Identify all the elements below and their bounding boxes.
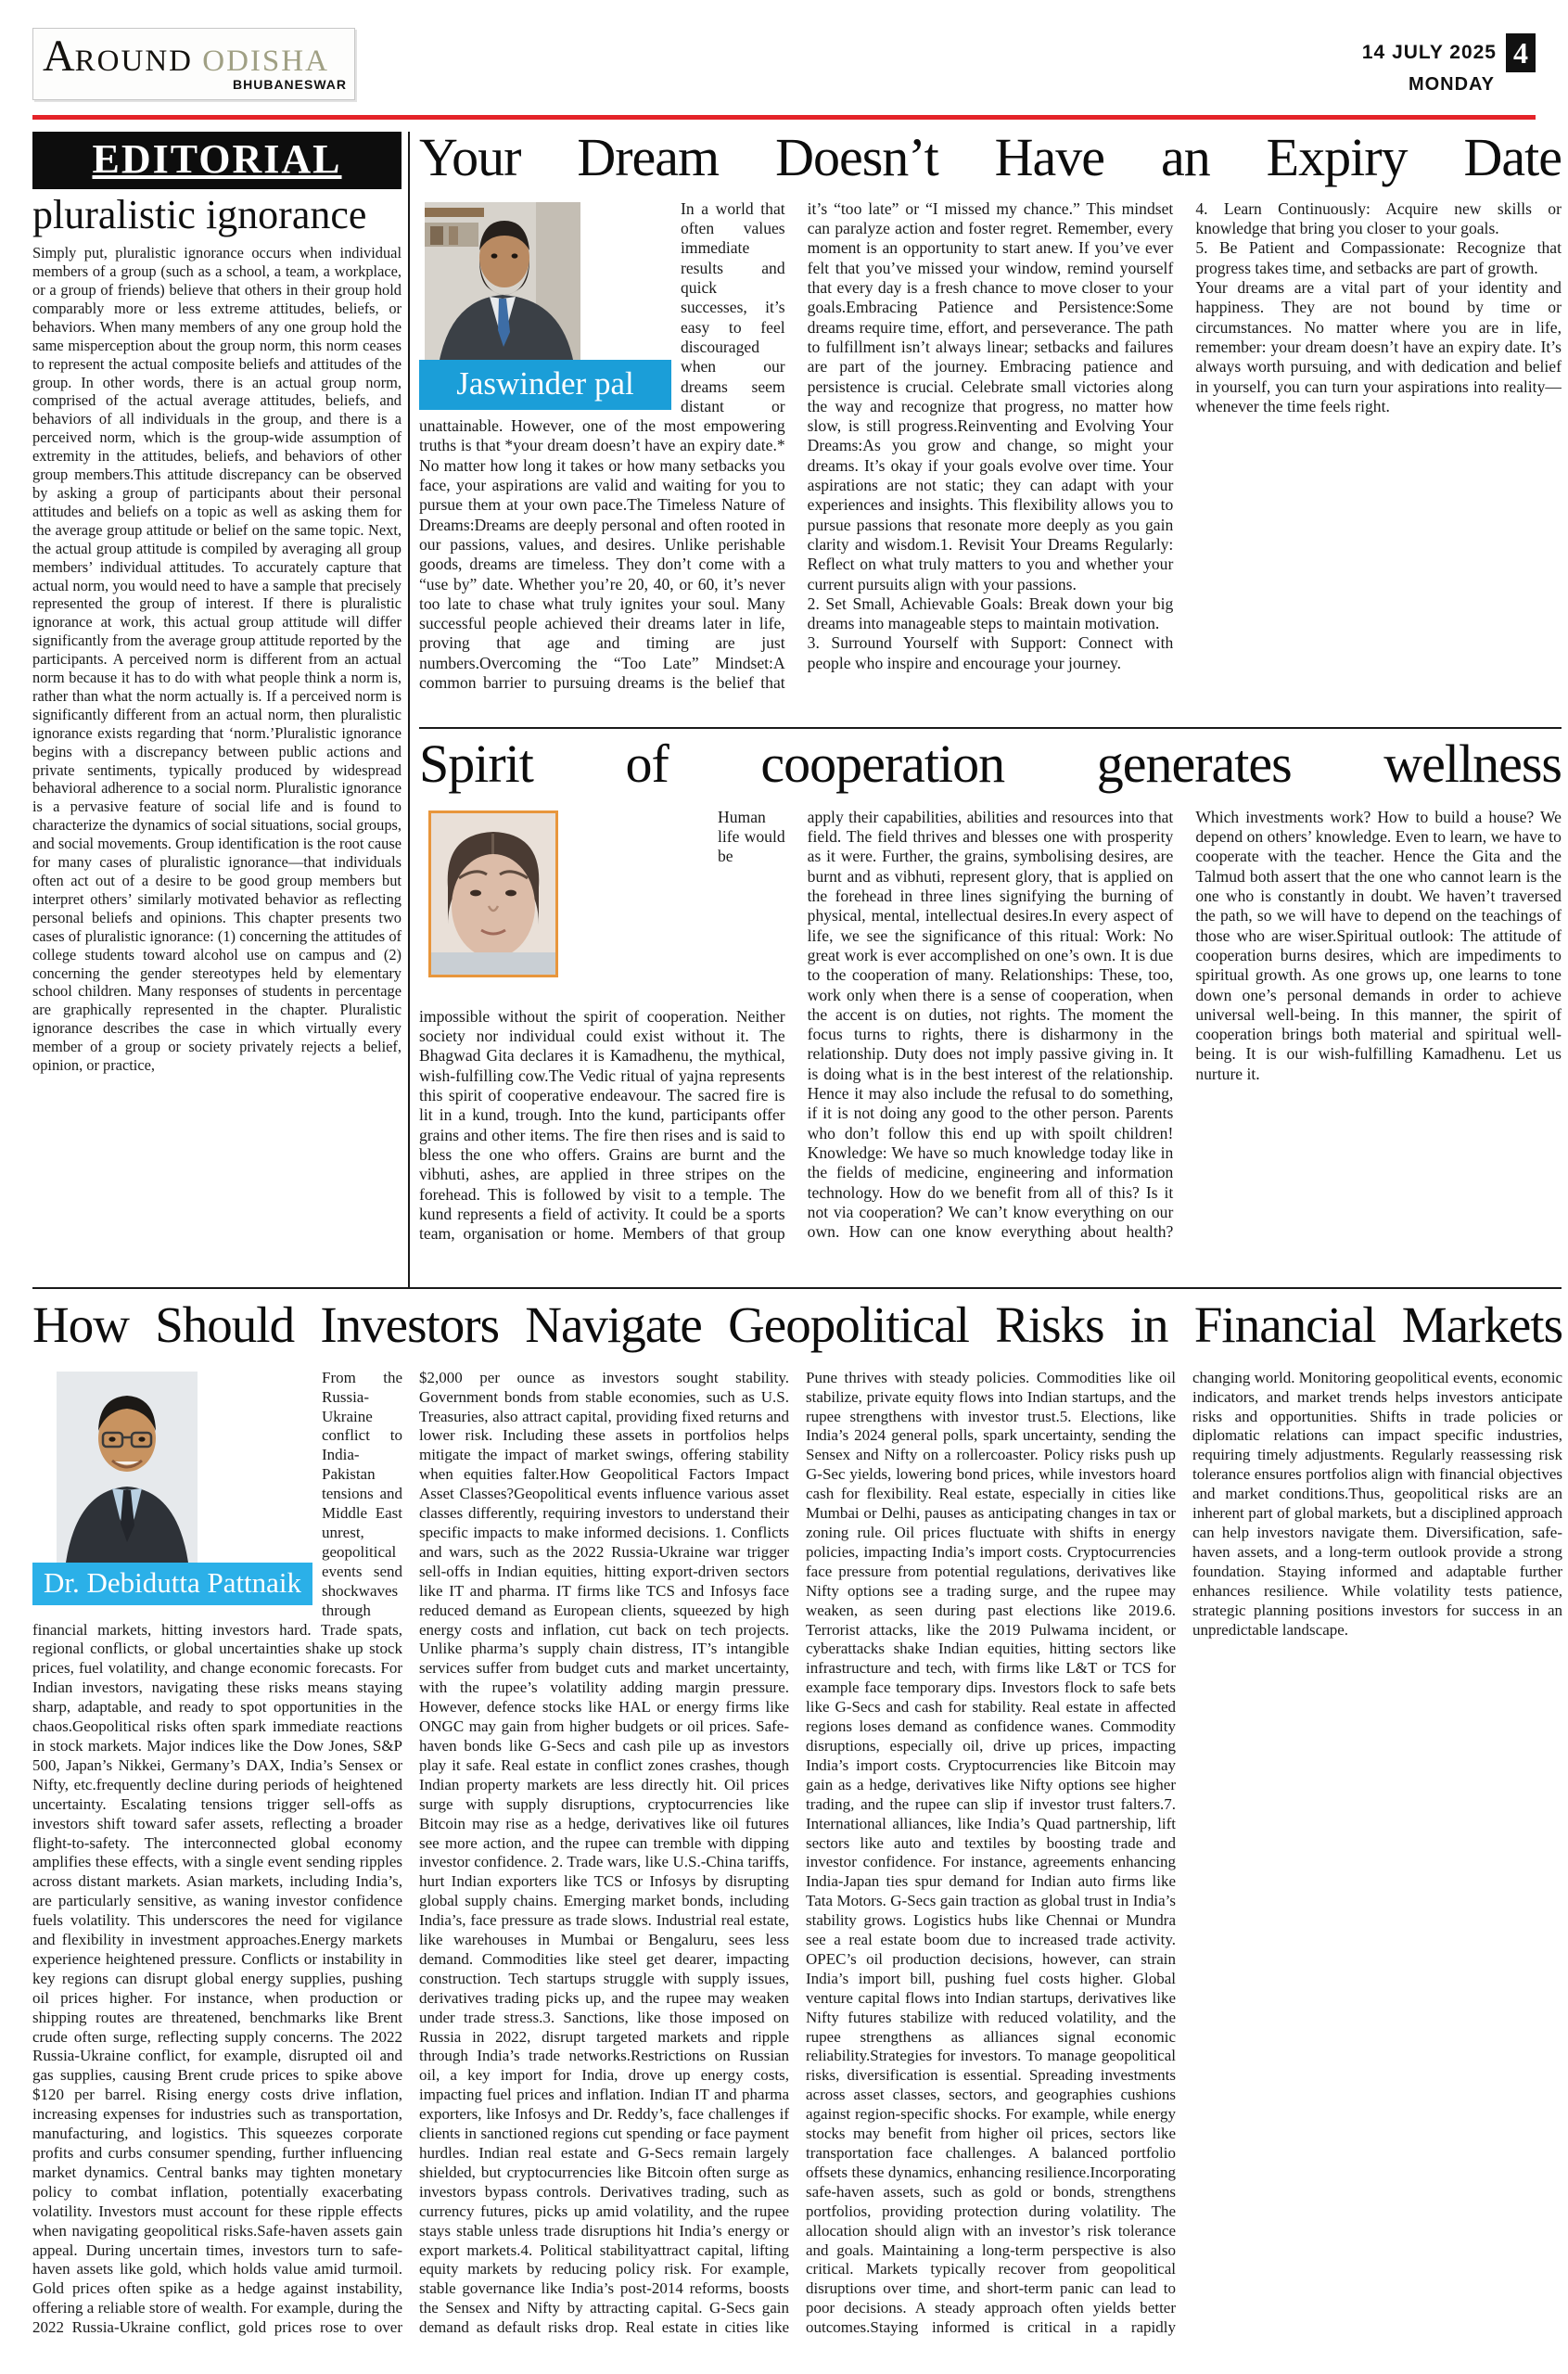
issue-date: 14 JULY 2025 [1361, 42, 1497, 63]
spirit-paragraph: Human life would be impossible without the spirit of cooperation. Neither society nor individual could exist without it. The Bhagwad Gita declares it is Kamadhenu, the mythical, wish-fulfilling cow.The Vedic ritual of yajna represents this spirit of cooperative endeavour. The sacred fire is lit in a kund, trough. Into the kund, participants offer grains and other items. The fire then rises and is said to bless the one who offers. Grains are burnt and the vibhuti, ashes, are applied in three stripes on the forehead. This is followed by visit to a temple. The kund represents a field of activity. It could be a sports team, organisation or home. Members of that group apply their capabilities, abilities and resources into that field. The field thrives and blesses one with prosperity as it were. Further, the grains, symbolising desires, are burnt and as vibhuti, represent glory, that is applied on the forehead in three lines signifying the burning of physical, mental, intellectual desires.In every aspect of life, we see the significance of this ritual: Work: No great work is ever accomplished on one’s own. It is due to the cooperation of many. Relationships: These, too, work only when there is a sense of cooperation, when the accent is on duties, not rights. The moment the focus turns to rights, there is disharmony in the relationship. Duty does not imply passive giving in. It is doing what is in the best interest of the relationship. Hence it may also include the refusal to do something, if it is not doing any good to the other person. Parents who don’t follow this end up with spoilt children! Knowledge: We have so much knowledge today like in the fields of medicine, engineering and information technology. How do we benefit from all of this? Is it not via cooperation? We can’t know everything on our own. How can one know everything about health? Which investments work? How to build a house? We depend on others’ knowledge. Even to learn, we have to cooperate with the teacher. Hence the Gita and the Talmud both assert that the one who cannot learn is the one who is constantly in doubt. We haven’t traversed the path, so we will have to depend on the teachings of those who are wiser.Spiritual outlook: The attitude of cooperation burns desires, which are impediments to spiritual growth. As one grows up, one learns to tone down one’s personal demands in order to achieve universal well-being. In this manner, the spirit of cooperation brings both material and spiritual well-being. It is our wish-fulfilling Kamadhenu. Let us nurture it. [419, 807, 1562, 1244]
newspaper-title [43, 34, 347, 79]
dream-author-block [419, 202, 671, 410]
investors-author-block [32, 1372, 312, 1605]
masthead-city: BHUBANESWAR [233, 77, 347, 92]
page-number: 4 [1506, 33, 1536, 72]
investors-body [32, 1369, 1562, 2357]
dream-body [419, 199, 1562, 698]
editorial-section [32, 132, 402, 1262]
column-divider [408, 132, 410, 1287]
spirit-author-line1: Arundhati [559, 928, 689, 962]
dream-paragraph: In a world that often values immediate results and quick successes, it’s easy to feel discouraged when our dreams seem distant or unattainable. However, one of the most empowering truths is that *your dream doesn’t have an expiry date.* No matter how long it takes or how many setbacks you face, your aspirations are valid and waiting for you to pursue them at your own pace.The Timeless Nature of Dreams:Dreams are deeply personal and often rooted in our passions, values, and desires. Unlike perishable goods, dreams are timeless. They don’t come with a “use by” date. Whether you’re 20, 40, or 60, it’s never too late to chase what truly ignites your soul. Many successful people achieved their dreams later in life, proving that age and timing are just numbers.Overcoming the “Too Late” Mindset:A common barrier to pursuing dreams is the belief that it’s “too late” or “I missed my chance.” This mindset can paralyze action and foster regret. Remember, every moment is an opportunity to start anew. If you’ve ever felt that you’ve missed your window, remind yourself that every day is a fresh chance to move closer to your goals.Embracing Patience and Persistence:Some dreams require time, effort, and perseverance. The path to fulfillment isn’t always linear; setbacks and failures are part of the journey. Embracing patience and persistence is crucial. Celebrate small victories along the way and recognize that progress, no matter how slow, is still progress.Reinventing and Evolving Your Dreams:As you grow and change, so might your dreams. It’s okay if your goals evolve over time. Your aspirations are not static; they can adapt with your experiences and insights. This flexibility allows you to pursue passions that resonate more deeply as you gain clarity and wisdom.1. Revisit Your Dreams Regularly: Reflect on what truly matters to you and whether your current pursuits align with your passions. [419, 198, 1174, 693]
dream-paragraph: 4. Learn Continuously: Acquire new skills or knowledge that bring you closer to your goals. [1195, 198, 1562, 238]
dream-paragraph: Your dreams are a vital part of your identity and happiness. They are not bound by time or circumstances. No matter where you are in life, remember: your dream doesn’t have an expiry date. It’s always worth pursuing, and with dedication and belief in yourself, you can turn your aspirations into reality—whenever the time feels right. [1195, 278, 1562, 415]
arundhati-devi-photo [428, 810, 558, 977]
investors-headline: How Should Investors Navigate Geopolitical Risks in Financial Markets [32, 1296, 1562, 1353]
dream-article [419, 127, 1562, 698]
editorial-body: Simply put, pluralistic ignorance occurs when individual members of a group (such as a school, a team, a workplace, or a group of friends) believe that others in their group hold comparably more or less extreme attitudes, beliefs, or behaviors. When many members of any one group hold the same misperception about the group norm, this norm ceases to represent the actual composite beliefs and attitudes of the group. In other words, there is an actual group norm, comprised of the actual average attitudes, beliefs, and behaviors of all individuals in the group, and there is a perceived norm, which is the group-wide assumption of extremity in the attitudes, beliefs, and behaviors of other group members.This attitude discrepancy can be observed by asking a group of participants about their personal attitudes and beliefs on a topic as well as asking them for the average group attitude or belief on the same topic. Next, the actual group attitude is compiled by averaging all group members’ individual attitudes. To accurately capture that actual norm, you would need to have a sample that precisely represented the group of interest. If there is pluralistic ignorance at work, this actual group attitude will differ significantly from the average group attitude reported by the participants. A perceived norm is different from an actual norm because it has to do with what people think a norm is, rather than what the norm actually is. If a perceived norm is significantly different from an actual norm, then pluralistic ignorance exists regarding that ‘norm.’Pluralistic ignorance begins with a discrepancy between public actions and private sentiments, typically produced by widespread behavioral adherence to a social norm. Pluralistic ignorance is a pervasive feature of social life and is found to characterize the dynamics of social situations, social groups, and social movements. Group identification is the root cause for many cases of pluralistic ignorance—that individuals often act out of a desire to be good group members but interpret others’ similarly motivated behavior as reflecting personal beliefs and opinions. This chapter presents two cases of pluralistic ignorance: (1) concerning the attitudes of college students toward alcohol use on campus and (2) concerning the gender stereotypes held by elementary school children. Many responses of students in percentage are graphically represented in the chapter. Pluralistic ignorance describes the case in which virtually every member of a group or society privately rejects a belief, opinion, or practice, [32, 244, 402, 1075]
title-secondary: ODISHA [202, 45, 329, 78]
editorial-headline: pluralistic ignorance [32, 192, 367, 237]
spirit-author-block [419, 810, 708, 1003]
debidutta-pattnaik-photo [57, 1372, 198, 1563]
dream-paragraph: 5. Be Patient and Compassionate: Recognize that progress takes time, and setbacks are part of growth. [1195, 238, 1562, 277]
section-rule-bottom [32, 1287, 1562, 1289]
jaswinder-pal-photo [425, 202, 580, 360]
dream-paragraph: 2. Set Small, Achievable Goals: Break down your big dreams into manageable steps to maintain motivation. [807, 594, 1174, 633]
dream-paragraph: 3. Surround Yourself with Support: Connect with people who inspire and encourage your journey. [807, 633, 1174, 672]
spirit-body [419, 808, 1562, 1258]
woman-portrait-image [431, 813, 555, 975]
man-portrait-image [425, 202, 580, 360]
issue-day: MONDAY [1408, 74, 1495, 95]
spirit-author-line2: Devi [595, 964, 653, 997]
spirit-headline: Spirit of cooperation generates wellness [419, 734, 1562, 794]
header-rule [32, 115, 1536, 120]
title-rest: ROUND [74, 45, 203, 78]
title-initial: A [43, 32, 75, 81]
investors-author-banner: Dr. Debidutta Pattnaik [32, 1563, 312, 1605]
section-rule [419, 727, 1562, 729]
investors-article [32, 1298, 1562, 2357]
man-glasses-portrait-image [57, 1372, 198, 1563]
masthead [32, 28, 355, 100]
date-block [1280, 33, 1536, 96]
spirit-article [419, 736, 1562, 1258]
dream-headline: Your Dream Doesn’t Have an Expiry Date [419, 127, 1562, 187]
editorial-section-label: EDITORIAL [32, 132, 402, 189]
investors-paragraph: From the Russia-Ukraine conflict to India-Pakistan tensions and Middle East unrest, geopolitical events send shockwaves through financial markets, hitting investors hard. Trade spats, regional conflicts, or global uncertainties shake up stock prices, fuel volatility, and change economic forecasts. For Indian investors, navigating these risks means staying sharp, adaptable, and ready to spot opportunities in the chaos.Geopolitical risks often spark immediate reactions in stock markets. Major indices like the Dow Jones, S&P 500, Japan’s Nikkei, Germany’s DAX, India’s Sensex or Nifty, etc.frequently decline during periods of heightened uncertainty. Escalating tensions trigger sell-offs as investors shift toward safer assets, reflecting a broader flight-to-safety. The interconnected global economy amplifies these effects, with a single event sending ripples across distant markets. Asian markets, including India’s, are particularly sensitive, as waning investor confidence fuels volatility. This underscores the need for vigilance and flexibility in investment approaches.Energy markets experience heightened pressure. Conflicts or instability in key regions can disrupt global energy supplies, pushing oil prices higher. For instance, when production or shipping routes are threatened, benchmarks like Brent crude often surge, reflecting supply concerns. The 2022 Russia-Ukraine conflict, for example, disrupted oil and gas supplies, causing Brent crude prices to spike above $120 per barrel. Rising energy costs drive inflation, increasing expenses for industries such as transportation, manufacturing, and logistics. This squeezes corporate profits and curbs consumer spending, further influencing market dynamics. Central banks may tighten monetary policy to combat inflation, potentially exacerbating volatility. Investors must account for these ripple effects when navigating geopolitical risks.Safe-haven assets gain appeal. During uncertain times, investors turn to safe-haven assets like gold, which holds value amid turmoil. Gold prices often spike as a hedge against instability, offering a reliable store of wealth. For example, during the 2022 Russia-Ukraine conflict, gold prices rose to over $2,000 per ounce as investors sought stability. Government bonds from stable economies, such as U.S. Treasuries, also attract capital, providing fixed returns and lower risk. Including these assets in portfolios helps mitigate the impact of market swings, offering stability when equities falter.How Geopolitical Factors Impact Asset Classes?Geopolitical events influence various asset classes differently, requiring investors to understand their specific impacts to make informed decisions. 1. Conflicts and wars, such as the 2022 Russia-Ukraine war trigger sell-offs in Indian equities, hitting export-driven sectors like IT and pharma. IT firms like TCS and Infosys face reduced demand as European clients, squeezed by high energy costs and inflation, cut back on tech projects. Unlike pharma’s supply chain distress, IT’s intangible services suffer from budget cuts and market uncertainty, with the rupee’s volatility adding margin pressure. However, defence stocks like HAL or energy firms like ONGC may gain from higher budgets or oil prices. Safe-haven bonds like G-Secs and cash pile up as investors play it safe. Real estate in conflict zones crashes, though Indian property markets are less directly hit. Oil prices surge with supply disruptions, cryptocurrencies like Bitcoin may rise as a hedge, derivatives like oil futures see more action, and the rupee can tremble with dipping investor confidence. 2. Trade wars, like U.S.-China tariffs, hurt Indian exporters like TCS or Infosys by disrupting global supply chains. Emerging market bonds, including India’s, face pressure as trade slows. Industrial real estate, like warehouses in Mumbai or Bengaluru, sees less demand. Commodities like steel get dearer, impacting construction. Tech startups struggle with supply issues, derivatives trading picks up, and the rupee may weaken under trade stress.3. Sanctions, like those imposed on Russia in 2022, disrupt targeted markets and ripple through India’s trade networks.Restrictions on Russian oil, a key import for India, drove up energy costs, impacting fuel prices and inflation. Indian IT and pharma exporters, like Infosys and Dr. Reddy’s, face challenges if clients in sanctioned regions cut spending or face payment hurdles. Indian real estate and G-Secs remain largely shielded, but cryptocurrencies like Bitcoin often surge as investors bypass controls. Derivatives trading, such as currency futures, picks up amid volatility, and the rupee stays stable unless trade disruptions hit India’s energy or export markets.4. Political stabilityattract capital, lifting equity markets by reducing policy risk. For example, stable governance like India’s post-2014 reforms, boosts the Sensex and Nifty by attracting capital. G-Secs gain demand as default risks drop. Real estate in cities like Pune thrives with steady policies. Commodities like oil stabilize, private equity flows into Indian startups, and the rupee strengthens with investor trust.5. Elections, like India’s 2024 general polls, spark uncertainty, sending the Sensex and Nifty on a rollercoaster. Policy risks push up G-Sec yields, lowering bond prices, while investors hoard cash for flexibility. Real estate, especially in cities like Mumbai or Delhi, pauses as anticipating changes in tax or zoning rule. Oil prices fluctuate with shifts in energy policies, impacting India’s import costs. Cryptocurrencies face pressure from potential regulations, derivatives like Nifty options see a trading surge, and the rupee may weaken, as seen during past elections like 2019.6. Terrorist attacks, like the 2019 Pulwama incident, or cyberattacks shake Indian equities, hitting sectors like infrastructure and tech, with firms like L&T or TCS for example face temporary dips. Investors flock to safe bets like G-Secs and cash for stability. Real estate in affected regions loses demand as confidence wanes. Commodity disruptions, especially oil, drive up prices, impacting India’s import costs. Cryptocurrencies like Bitcoin may gain as a hedge, derivatives like Nifty options see higher trading, and the rupee can slip if investor trust falters.7. International alliances, like India’s Quad partnership, lift sectors like auto and textiles by boosting trade and investor confidence. For instance, agreements enhancing India-Japan ties spur demand for Indian auto firms like Tata Motors. G-Secs gain traction as global trust in India’s stability grows. Logistics hubs like Chennai or Mundra see a real estate boom due to increased trade activity. OPEC’s oil production decisions, however, can strain India’s import bill, pushing fuel costs higher. Global venture capital flows into Indian startups, derivatives like Nifty futures stabilize with reduced volatility, and the rupee strengthens as alliances signal economic reliability.Strategies for investors. To manage geopolitical risks, diversification is essential. Spreading investments across asset classes, sectors, and geographies cushions against region-specific shocks. For example, while energy stocks may benefit from higher oil prices, sectors like transportation face challenges. A balanced portfolio offsets these dynamics, enhancing resilience.Incorporating safe-haven assets, such as gold or bonds, strengthens portfolios, providing protection during volatility. The allocation should align with an investor’s risk tolerance and goals. Maintaining a long-term perspective is also critical. Markets typically recover from geopolitical disruptions over time, and short-term panic can lead to poor decisions. A steady approach often yields better outcomes.Staying informed is critical in a rapidly changing world. Monitoring geopolitical events, economic indicators, and market trends helps investors anticipate risks and opportunities. Shifts in trade policies or diplomatic relations can impact specific industries, requiring timely adjustments. Regularly reassessing risk tolerance ensures portfolios align with financial objectives and market conditions.Thus, geopolitical risks are an inherent part of global markets, but a disciplined approach can help investors navigate them. Diversification, safe-haven assets, and a long-term outlook provide a strong foundation. Staying informed and adaptable further enhances resilience. While volatility tests patience, strategic planning positions investors for success in an unpredictable landscape. [32, 1368, 1562, 2337]
dream-author-banner: Jaswinder pal [419, 360, 671, 410]
